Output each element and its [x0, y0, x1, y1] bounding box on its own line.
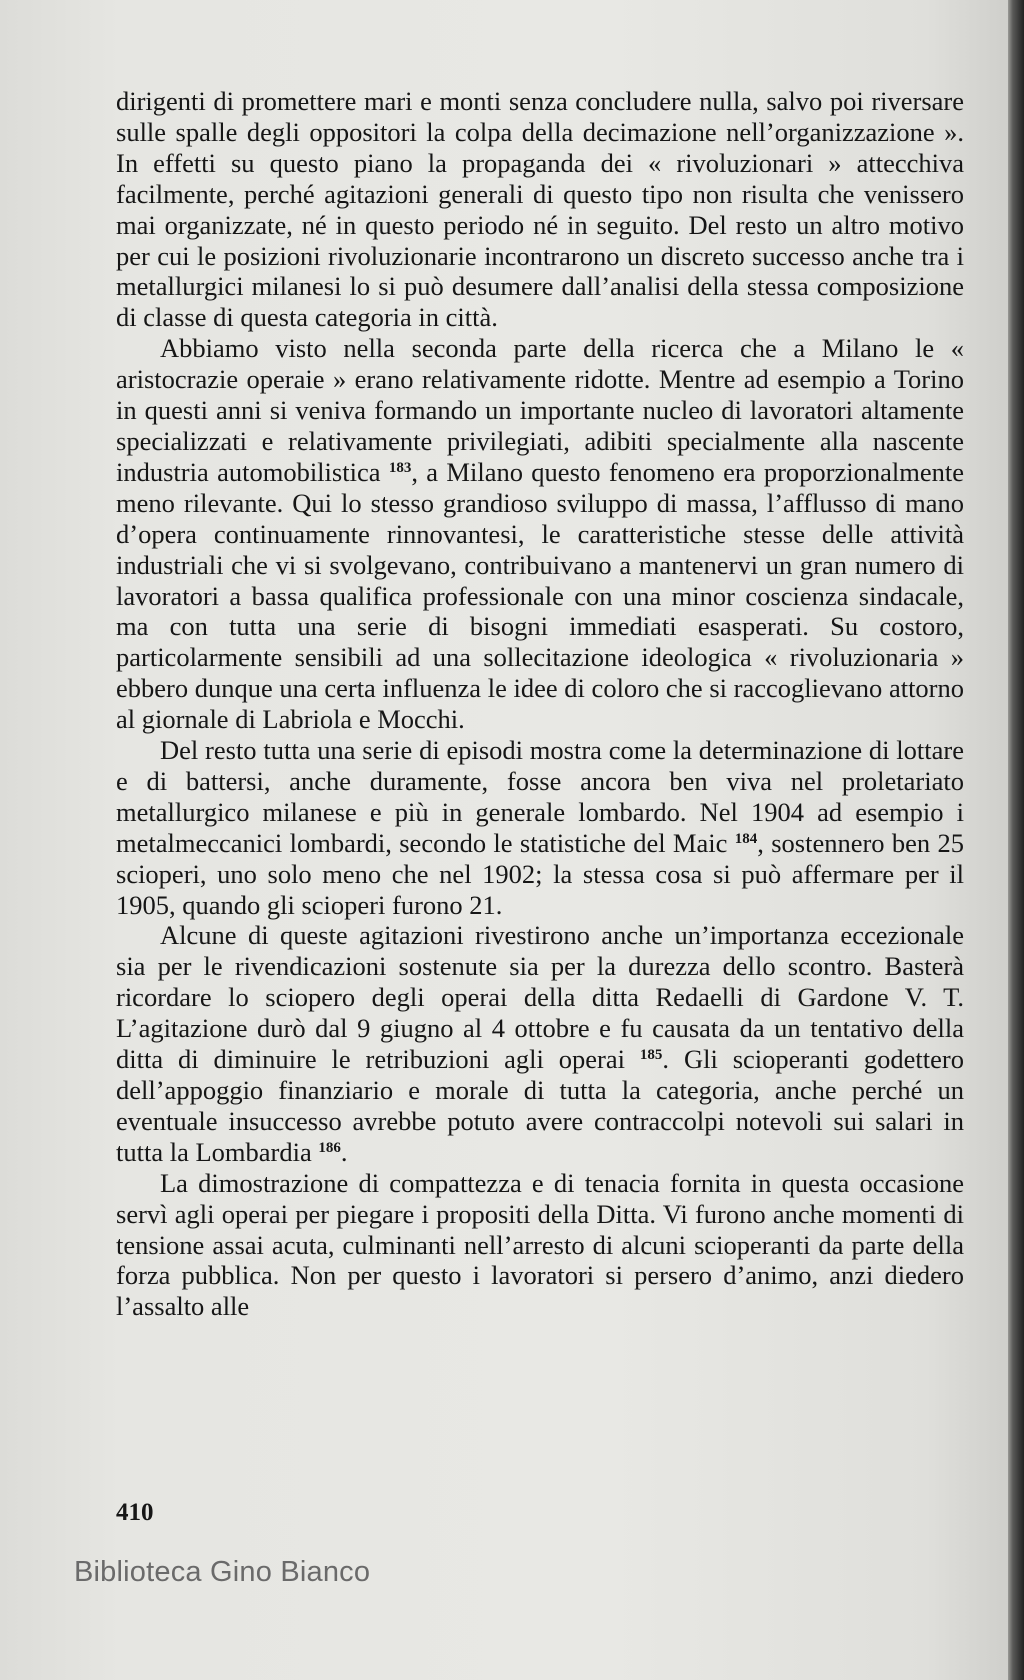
text-run: dirigenti di promettere mari e monti senza concludere nulla, salvo poi riversare sulle spalle degli oppositori la colpa della decimazione nell’organizzazione ». In effetti su questo piano la propaganda dei « rivoluzionari » attecchiva facilmente, perché agitazioni generali di questo tipo non risulta che venissero mai organizzate, né in questo periodo né in seguito. Del resto un altro motivo per cui le posizioni rivoluzionarie incontrarono un discreto successo anche tra i metallurgici milanesi lo si può desumere dall’analisi della stessa composizione di classe di questa categoria in città. — [116, 86, 964, 333]
footnote-ref: 186 — [318, 1139, 341, 1156]
body-text — [116, 86, 964, 1322]
footnote-ref: 184 — [734, 830, 758, 847]
paragraph — [116, 86, 964, 333]
footnote-ref: 183 — [388, 459, 412, 476]
paragraph — [116, 1168, 964, 1323]
paragraph — [116, 920, 964, 1167]
library-watermark: Biblioteca Gino Bianco — [74, 1556, 371, 1588]
text-run: . Gli scioperanti godettero dell’appoggio finanziario e morale di tutta la categoria, anche perché un eventuale insuccesso avrebbe potuto avere contraccolpi notevoli sui salari in tutta la Lombardia — [116, 1044, 964, 1167]
text-run: , sostennero ben 25 scioperi, uno solo meno che nel 1902; la stessa cosa si può affermare per il 1905, quando gli scioperi furono 21. — [116, 827, 964, 920]
text-run: Del resto tutta una serie di episodi mostra come la determinazione di lottare e di battersi, anche duramente, fosse ancora ben viva nel proletariato metallurgico milanese e più in generale lombardo. Nel 1904 ad esempio i metalmeccanici lombardi, secondo le statistiche del Maic — [116, 735, 964, 858]
text-run: . — [340, 1136, 348, 1167]
footnote-ref: 185 — [639, 1047, 663, 1064]
text-run: Alcune di queste agitazioni rivestirono anche un’importanza eccezionale sia per le rivendicazioni sostenute sia per la durezza dello scontro. Basterà ricordare lo sciopero degli operai della ditta Redaelli di Gardone V. T. L’agitazione durò dal 9 giugno al 4 ottobre e fu causata da un tentativo della ditta di diminuire le retribuzioni agli operai — [116, 920, 964, 1075]
page-number: 410 — [116, 1499, 154, 1526]
text-run: Abbiamo visto nella seconda parte della ricerca che a Milano le « aristocrazie operaie » erano relativamente ridotte. Mentre ad esempio a Torino in questi anni si veniva formando un importante nucleo di lavoratori altamente specializzati e relativamente privilegiati, adibiti specialmente alla nascente industria automobilistica — [116, 333, 964, 487]
text-run: , a Milano questo fenomeno era proporzionalmente meno rilevante. Qui lo stesso grandioso sviluppo di massa, l’afflusso di mano d’opera continuamente rinnovantesi, le caratteristiche stesse delle attività industriali che vi si svolgevano, contribuivano a mantenervi un gran numero di lavoratori a bassa qualifica professionale con una minor coscienza sindacale, ma con tutta una serie di bisogni immediati esasperati. Su costoro, particolarmente sensibili ad una sollecitazione ideologica « rivoluzionaria » ebbero dunque una certa influenza le idee di coloro che si raccoglievano attorno al giornale di Labriola e Mocchi. — [116, 456, 964, 735]
paragraph — [116, 735, 964, 920]
text-run: La dimostrazione di compattezza e di tenacia fornita in questa occasione servì agli operai per piegare i propositi della Ditta. Vi furono anche momenti di tensione assai acuta, culminanti nell’arresto di alcuni scioperanti da parte della forza pubblica. Non per questo i lavoratori si persero d’animo, anzi diedero l’assalto alle — [116, 1167, 964, 1322]
page-edge-shadow — [1008, 0, 1024, 1680]
paragraph — [116, 333, 964, 735]
